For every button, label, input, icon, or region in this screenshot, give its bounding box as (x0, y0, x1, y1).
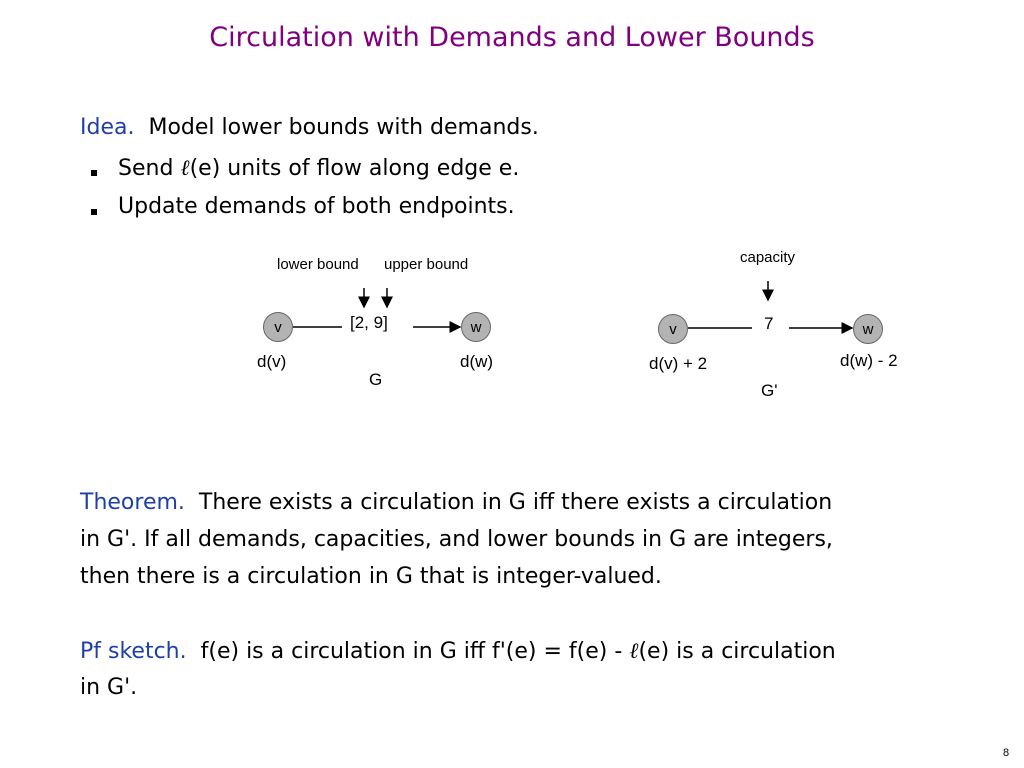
lower-bound-label: lower bound (277, 256, 359, 273)
page-number: 8 (1003, 747, 1010, 759)
bullet-item-2: Update demands of both endpoints. (118, 194, 515, 219)
node-v-gp: v (658, 314, 688, 344)
theorem-line-2: in G'. If all demands, capacities, and lower bounds in G are integers, (80, 527, 833, 552)
demand-w-g: d(w) (460, 352, 494, 371)
graph-name-g: G (369, 370, 383, 389)
ell-symbol: ℓ (180, 156, 190, 181)
pf-text-pre: f(e) is a circulation in G iff f'(e) = f(e) - (200, 639, 630, 664)
ell-symbol: ℓ (629, 639, 639, 664)
pf-line-2: in G'. (80, 675, 138, 700)
edge-label-gp: 7 (764, 314, 774, 333)
node-v-g: v (263, 312, 293, 342)
theorem-line-1 (80, 490, 832, 515)
upper-bound-label: upper bound (384, 256, 469, 273)
slide-title: Circulation with Demands and Lower Bounds (209, 22, 815, 53)
pf-text-post: (e) is a circulation (638, 639, 836, 664)
bullet-1-pre: Send (118, 156, 181, 181)
bullet-1-post: (e) units of flow along edge e. (189, 156, 520, 181)
theorem-text-1: There exists a circulation in G iff there exists a circulation (198, 490, 833, 515)
theorem-keyword: Theorem. (80, 490, 185, 515)
demand-v-g: d(v) (257, 352, 287, 371)
node-w-g: w (461, 312, 491, 342)
demand-w-gp: d(w) - 2 (840, 351, 898, 370)
idea-text: Model lower bounds with demands. (148, 115, 539, 140)
node-w-gp: w (853, 314, 883, 344)
graph-name-gp: G' (761, 381, 778, 400)
idea-keyword: Idea. (80, 115, 135, 140)
edge-label-g: [2, 9] (350, 313, 388, 332)
pf-line-1 (80, 638, 836, 664)
capacity-label: capacity (740, 249, 796, 266)
theorem-line-3: then there is a circulation in G that is integer-valued. (80, 564, 662, 589)
pf-keyword: Pf sketch. (80, 639, 187, 664)
demand-v-gp: d(v) + 2 (649, 354, 708, 373)
